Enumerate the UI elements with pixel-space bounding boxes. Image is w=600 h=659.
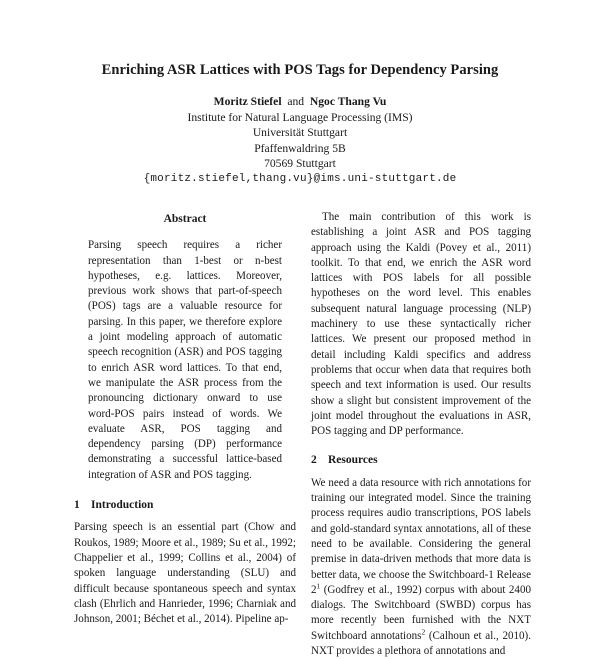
abstract-text: Parsing speech requires a richer representation than 1-best or n-best hypotheses, e.g. lattices. Moreover, previous work shows that part-of-speech (POS) tags are a valuable resource for parsing. In this paper, we therefore explore a joint modeling approach of automatic speech recognition (ASR) and POS tagging to enrich ASR word lattices. To that end, we manipulate the ASR process from the pronouncing dictionary onward to use word-POS pairs instead of words. We evaluate ASR, POS tagging and dependency parsing (DP) performance demonstrating a successful lattice-based integration of ASR and POS tagging. xyxy=(88,239,282,481)
footnote-marker: 1 xyxy=(316,581,321,591)
section-number: 1 xyxy=(74,499,80,512)
section-title: Introduction xyxy=(91,499,154,512)
affiliation-line: Pfaffenwaldring 5B xyxy=(254,141,346,155)
author-name: Moritz Stiefel xyxy=(213,95,282,108)
left-column xyxy=(74,210,296,627)
right-column xyxy=(311,210,531,659)
section-title: Resources xyxy=(328,454,378,467)
section-number: 2 xyxy=(311,454,317,467)
affiliation-line: Institute for Natural Language Processing (IMS) xyxy=(187,110,413,124)
resources-text-part: We need a data resource with rich annotations for training our integrated model. Since the training process requires audio transcriptions, POS labels and gold-standard syntax annotations, all of these need to be available. Considering the general premise in data-driven methods that more data is better data, we choose the Switchboard-1 Release 2 xyxy=(311,476,531,596)
section-heading-resources xyxy=(311,453,531,468)
paper-title: Enriching ASR Lattices with POS Tags for Dependency Parsing xyxy=(101,62,499,78)
resources-text-part: (Calhoun et al., 2010). NXT provides a plethora of annotations and xyxy=(311,629,532,658)
abstract-heading: Abstract xyxy=(163,213,207,225)
resources-text-part: (Godfrey et al., 1992) corpus with about 2400 dialogs. The Switchboard (SWBD) corpus has more recently been furnished with the NXT Switchboard annotations xyxy=(311,583,531,642)
resources-text xyxy=(311,476,531,659)
author-block xyxy=(0,94,600,188)
contribution-paragraph: The main contribution of this work is establishing a joint ASR and POS tagging approach using the Kaldi (Povey et al., 2011) toolkit. To that end, we enrich the ASR word lattices with POS labels for all possible hypotheses on the word level. This enables subsequent natural language processing (NLP) machinery to use these syntactically richer lattices. We present our proposed method in detail including Kaldi specifics and address problems that occur when data that requires both speech and text information is used. Our results show a slight but consistent improvement of the joint model throughout the evaluations in ASR, POS tagging and DP performance. xyxy=(311,211,531,438)
affiliation-line: 70569 Stuttgart xyxy=(264,157,336,171)
author-conjunction: and xyxy=(287,95,305,108)
author-email: {moritz.stiefel,thang.vu}@ims.uni-stuttgart.de xyxy=(143,172,457,185)
introduction-text: Parsing speech is an essential part (Chow and Roukos, 1989; Moore et al., 1989; Su et al., 1992; Chappelier et al., 1999; Collins et al., 2004) of spoken language understanding (SLU) and difficult because spontaneous speech and syntax clash (Ehrlich and Hanrieder, 1996; Charniak and Johnson, 2001; Béchet et al., 2014). Pipeline ap- xyxy=(74,521,296,626)
footnote-marker: 2 xyxy=(421,627,426,637)
author-name: Ngoc Thang Vu xyxy=(309,95,387,108)
section-heading-introduction xyxy=(74,498,296,513)
affiliation-line: Universität Stuttgart xyxy=(252,126,348,140)
author-names xyxy=(0,94,600,110)
